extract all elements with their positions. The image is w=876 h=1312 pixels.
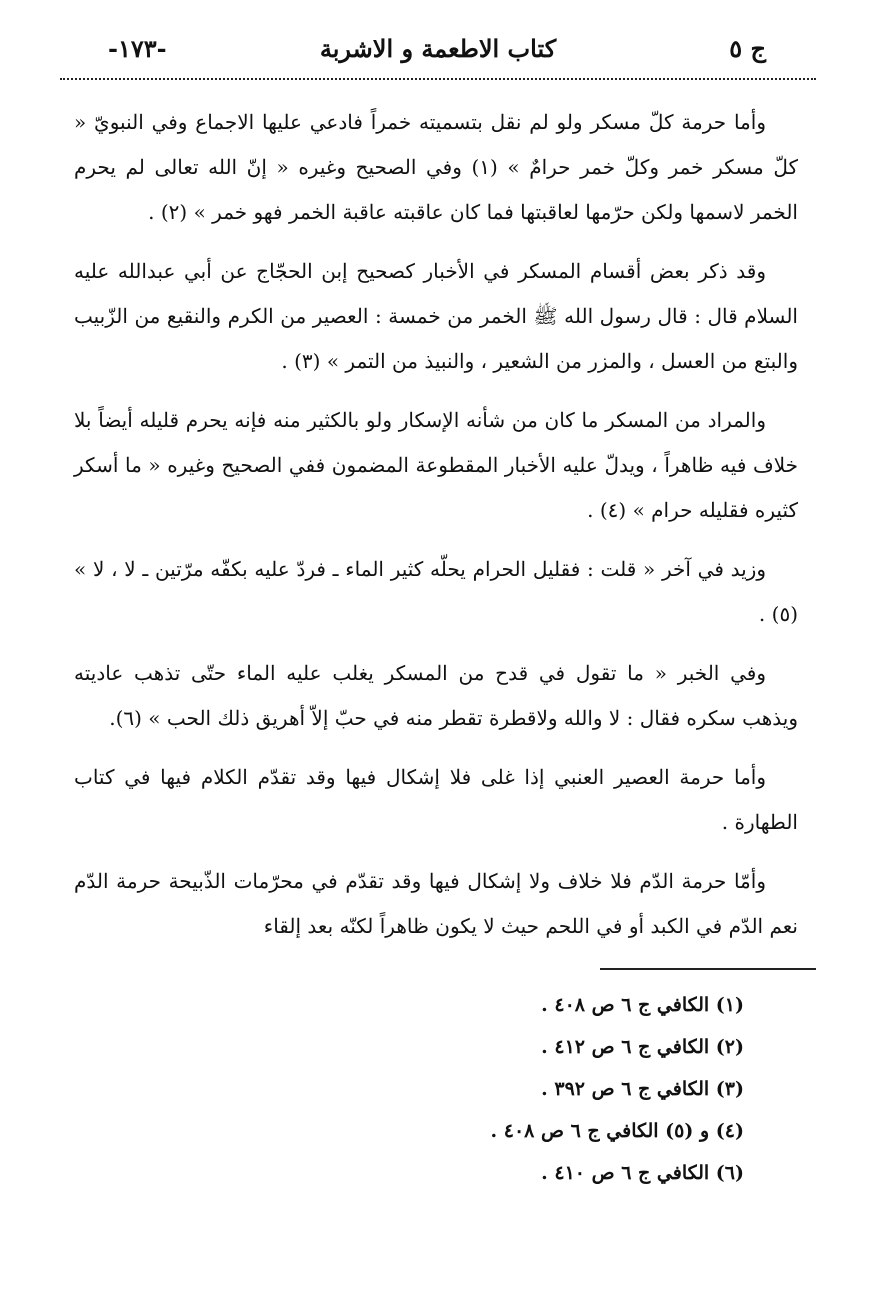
page-header [60,28,816,78]
paragraph: وقد ذكر بعض أقسام المسكر في الأخبار كصحيح إبن الحجّاج عن أبي عبدالله عليه السلام قال : قال رسول الله ﷺ الخمر من خمسة : العصير من الكرم والنقيع من الزّبيب والبتع من العسل ، والمزر من الشعير ، والنبيذ من التمر » (٣) . [74,259,798,373]
paragraph: وأما حرمة كلّ مسكر ولو لم نقل بتسميته خمراً فادعي عليها الاجماع وفي النبويّ « كلّ مسكر خمر وكلّ خمر حرامٌ » (١) وفي الصحيح وغيره « إنّ الله تعالى لم يحرم الخمر لاسمها ولكن حرّمها لعاقبتها فما كان عاقبته عاقبة الخمر فهو خمر » (٢) . [74,110,798,224]
paragraph: وأمّا حرمة الدّم فلا خلاف ولا إشكال فيها وقد تقدّم في محرّمات الذّبيحة حرمة الدّم نعم الدّم في الكبد أو في اللحم حيث لا يكون ظاهراً لكنّه بعد إلقاء [74,869,798,938]
footnote: (١) الكافي ج ٦ ص ٤٠٨ . [541,994,744,1016]
paragraph: وأما حرمة العصير العنبي إذا غلى فلا إشكال فيها وقد تقدّم الكلام فيها في كتاب الطهارة . [74,765,798,834]
chapter-title: كتاب الاطعمة و الاشربة [319,34,557,63]
footnote: (٣) الكافي ج ٦ ص ٣٩٢ . [541,1078,744,1100]
footnote: (٢) الكافي ج ٦ ص ٤١٢ . [541,1036,744,1058]
footnote-divider [600,968,816,970]
footnote: (٤) و (٥) الكافي ج ٦ ص ٤٠٨ . [490,1120,744,1142]
volume-label: ج ٥ [729,34,766,63]
footnote: (٦) الكافي ج ٦ ص ٤١٠ . [541,1162,744,1184]
footnotes [491,984,744,1194]
paragraph: وفي الخبر « ما تقول في قدح من المسكر يغلب عليه الماء حتّى تذهب عاديته ويذهب سكره فقال : لا والله ولاقطرة تقطر منه في حبّ إلاّ أهريق ذلك الحب » (٦). [74,661,798,730]
paragraph: والمراد من المسكر ما كان من شأنه الإسكار ولو بالكثير منه فإنه يحرم قليله أيضاً بلا خلاف فيه ظاهراً ، ويدلّ عليه الأخبار المقطوعة المضمون ففي الصحيح وغيره « ما أسكر كثيره فقليله حرام » (٤) . [74,408,798,522]
main-text [74,100,798,963]
page-number: -١٧٣- [108,34,167,63]
paragraph: وزيد في آخر « قلت : فقليل الحرام يحلّه كثير الماء ـ فردّ عليه بكفّه مرّتين ـ لا ، لا » (٥) . [74,557,798,626]
header-divider [60,78,816,80]
